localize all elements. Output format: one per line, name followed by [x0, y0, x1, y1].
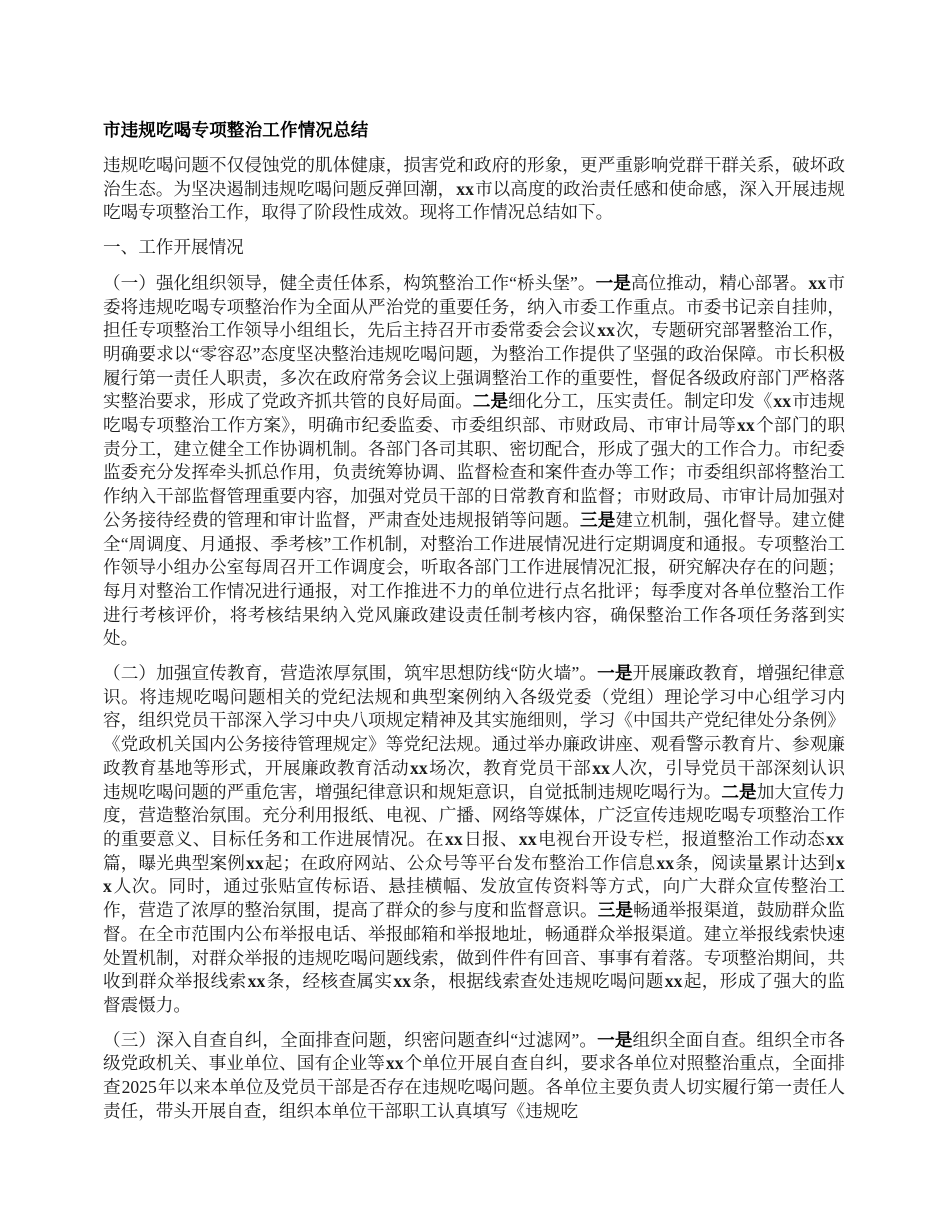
inline-placeholder: xx: [103, 852, 845, 897]
point-label-two-a: 一是: [597, 663, 633, 684]
inline-placeholder: xx: [664, 971, 683, 992]
point-text-one-b: 细化分工，压实责任。制定印发《xx市违规吃喝专项整治工作方案》，明确市纪委监委、市委组织部、市财政局、市审计局等xx个部门的职责分工，建立健全工作协调机制。各部门各司其职、密切配合，形成了强大的工作合力。市纪委监委充分发挥牵头抓总作用，负责统筹协调、监督检查和案件查办等工作；市委组织部将整治工作纳入干部监督管理重要内容，加强对党员干部的日常教育和监督；市财政局、市审计局加强对公务接待经费的管理和审计监督，严肃查处违规报销等问题。: [103, 391, 845, 530]
inline-placeholder: xx: [808, 272, 827, 293]
inline-placeholder: xx: [656, 852, 675, 873]
subsection-two-paragraph: [103, 662, 845, 1018]
inline-placeholder: xx: [245, 852, 264, 873]
inline-placeholder: xx: [518, 828, 537, 849]
section-heading-one: 一、工作开展情况: [103, 237, 244, 258]
inline-placeholder: xx: [409, 757, 428, 778]
point-text-two-c: 畅通举报渠道，鼓励群众监督。在全市范围内公布举报电话、举报邮箱和举报地址，畅通群众举报渠道。建立举报线索快速处置机制，对群众举报的违规吃喝问题线索，做到件件有回音、事事有着落。专项整治期间，共收到群众举报线索xx条，经核查属实xx条，根据线索查处违规吃喝问题xx起，形成了强大的监督震慑力。: [103, 900, 845, 1015]
point-label-one-c: 三是: [580, 509, 616, 530]
point-text-two-b: 加大宣传力度，营造整治氛围。充分利用报纸、电视、广播、网络等媒体，广泛宣传违规吃喝专项整治工作的重要意义、目标任务和工作进展情况。在xx日报、xx电视台开设专栏，报道整治工作动态xx篇，曝光典型案例xx起；在政府网站、公众号等平台发布整治工作信息xx条，阅读量累计达到xx人次。同时，通过张贴宣传标语、悬挂横幅、发放宣传资料等方式，向广大群众宣传整治工作，营造了浓厚的整治氛围，提高了群众的参与度和监督意识。: [103, 781, 845, 921]
point-label-two-b: 二是: [721, 781, 757, 802]
point-text-three-a: 组织全面自查。组织全市各级党政机关、事业单位、国有企业等xx个单位开展自查自纠，要求各单位对照整治重点，全面排查2025年以来本单位及党员干部是否存在违规吃喝问题。各单位主要负责人切实履行第一责任人责任，带头开展自查，组织本单位干部职工认真填写《违规吃: [103, 1029, 845, 1121]
inline-placeholder: xx: [773, 391, 792, 412]
subsection-three-lead: （三）深入自查自纠，全面排查问题，织密问题查纠“过滤网”。: [103, 1029, 598, 1050]
point-text-two-a: 开展廉政教育，增强纪律意识。将违规吃喝问题相关的党纪法规和典型案例纳入各级党委（党组）理论学习中心组学习内容，组织党员干部深入学习中央八项规定精神及其实施细则，学习《中国共产党纪律处分条例》《党政机关国内公务接待管理规定》等党纪法规。通过举办廉政讲座、观看警示教育片、参观廉政教育基地等形式，开展廉政教育活动xx场次，教育党员干部xx人次，引导党员干部深刻认识违规吃喝问题的严重危害，增强纪律意识和规矩意识，自觉抵制违规吃喝行为。: [103, 663, 845, 802]
subsection-one-paragraph: [103, 272, 845, 651]
inline-placeholder: xx: [597, 320, 615, 341]
subsection-three-paragraph: [103, 1029, 845, 1124]
point-text-one-a: 高位推动，精心部署。xx市委将违规吃喝专项整治作为全面从严治党的重要任务，纳入市委工作重点。市委书记亲自挂帅，担任专项整治工作领导小组组长，先后主持召开市委常委会会议xx次，专题研究部署整治工作，明确要求以“零容忍”态度坚决整治违规吃喝问题，为整治工作提供了坚强的政治保障。市长积极履行第一责任人职责，多次在政府常务会议上强调整治工作的重要性，督促各级政府部门严格落实整治要求，形成了党政齐抓共管的良好局面。: [103, 272, 845, 412]
inline-placeholder: xx: [393, 971, 412, 992]
inline-placeholder: xx: [247, 971, 266, 992]
point-text-one-c: 建立机制，强化督导。建立健全“周调度、月通报、季考核”工作机制，对整治工作进展情况进行定期调度和通报。专项整治工作领导小组办公室每周召开工作调度会，听取各部门工作进展情况汇报，研究解决存在的问题；每月对整治工作情况进行通报，对工作推进不力的单位进行点名批评；每季度对各单位整治工作进行考核评价，将考核结果纳入党风廉政建设责任制考核内容，确保整治工作各项任务落到实处。: [103, 509, 845, 649]
subsection-two-lead: （二）加强宣传教育，营造浓厚氛围，筑牢思想防线“防火墙”。: [103, 663, 598, 684]
intro-paragraph: 违规吃喝问题不仅侵蚀党的肌体健康，损害党和政府的形象，更严重影响党群干群关系，破坏政治生态。为坚决遏制违规吃喝问题反弹回潮，xx市以高度的政治责任感和使命感，深入开展违规吃喝专项整治工作，取得了阶段性成效。现将工作情况总结如下。: [103, 155, 845, 223]
point-label-one-a: 一是: [595, 272, 631, 293]
subsection-one-lead: （一）强化组织领导，健全责任体系，构筑整治工作“桥头堡”。: [103, 272, 596, 293]
point-label-two-c: 三是: [597, 900, 634, 921]
page-title: 市违规吃喝专项整治工作情况总结: [103, 120, 369, 140]
inline-placeholder: xx: [737, 415, 755, 436]
inline-number: 2025: [121, 1077, 157, 1098]
inline-placeholder: xx: [444, 828, 463, 849]
inline-placeholder: xx: [592, 757, 610, 778]
inline-placeholder: xx: [826, 828, 844, 849]
point-label-one-b: 二是: [472, 391, 509, 412]
inline-placeholder: xx: [385, 1053, 404, 1074]
inline-placeholder: xx: [456, 178, 475, 199]
point-label-three-a: 一是: [597, 1029, 633, 1050]
